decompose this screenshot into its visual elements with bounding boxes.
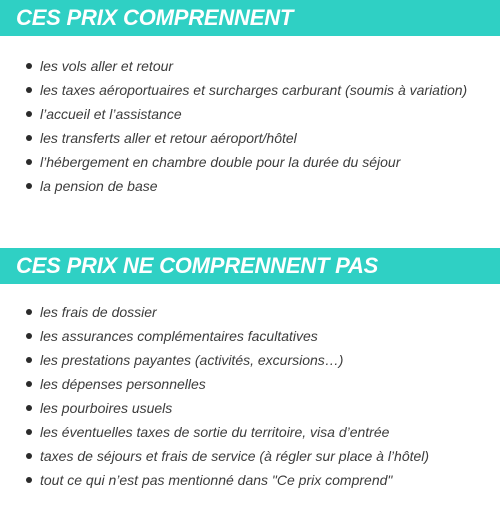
list-item (0, 446, 429, 470)
list-item (0, 326, 429, 350)
list-item-text: taxes de séjours et frais de service (à régler sur place à l’hôtel) (40, 448, 430, 464)
list-item (0, 128, 467, 152)
bullet-icon (26, 309, 32, 315)
excluded-section-title: CES PRIX NE COMPRENNENT PAS (16, 253, 379, 278)
list-item (0, 104, 467, 128)
list-item-text: les assurances complémentaires facultatives (40, 328, 318, 344)
bullet-icon (26, 63, 32, 69)
list-item-text: l’hébergement en chambre double pour la durée du séjour (40, 154, 401, 170)
excluded-section-header (0, 248, 500, 284)
list-item (0, 398, 429, 422)
list-item-text: l’accueil et l’assistance (40, 106, 182, 122)
bullet-icon (26, 381, 32, 387)
excluded-list (0, 302, 429, 494)
list-item-text: les prestations payantes (activités, excursions…) (40, 352, 344, 368)
list-item-text: les éventuelles taxes de sortie du territoire, visa d’entrée (40, 424, 390, 440)
bullet-icon (26, 453, 32, 459)
list-item (0, 374, 429, 398)
list-item-text: les dépenses personnelles (40, 376, 206, 392)
bullet-icon (26, 477, 32, 483)
list-item (0, 350, 429, 374)
included-section-title: CES PRIX COMPRENNENT (16, 5, 294, 30)
list-item (0, 152, 467, 176)
list-item-text: la pension de base (40, 178, 158, 194)
list-item (0, 470, 429, 494)
list-item-text: les frais de dossier (40, 304, 157, 320)
bullet-icon (26, 333, 32, 339)
list-item-text: les taxes aéroportuaires et surcharges carburant (soumis à variation) (40, 82, 468, 98)
bullet-icon (26, 135, 32, 141)
list-item (0, 302, 429, 326)
list-item (0, 176, 467, 200)
bullet-icon (26, 111, 32, 117)
list-item-text: les vols aller et retour (40, 58, 174, 74)
list-item-text: les transferts aller et retour aéroport/hôtel (40, 130, 297, 146)
list-item (0, 422, 429, 446)
included-section-header (0, 0, 500, 36)
bullet-icon (26, 405, 32, 411)
list-item-text: tout ce qui n’est pas mentionné dans "Ce prix comprend" (40, 472, 393, 488)
bullet-icon (26, 87, 32, 93)
bullet-icon (26, 183, 32, 189)
list-item (0, 80, 467, 104)
bullet-icon (26, 357, 32, 363)
list-item-text: les pourboires usuels (40, 400, 173, 416)
list-item (0, 56, 467, 80)
bullet-icon (26, 159, 32, 165)
included-list (0, 56, 467, 200)
bullet-icon (26, 429, 32, 435)
